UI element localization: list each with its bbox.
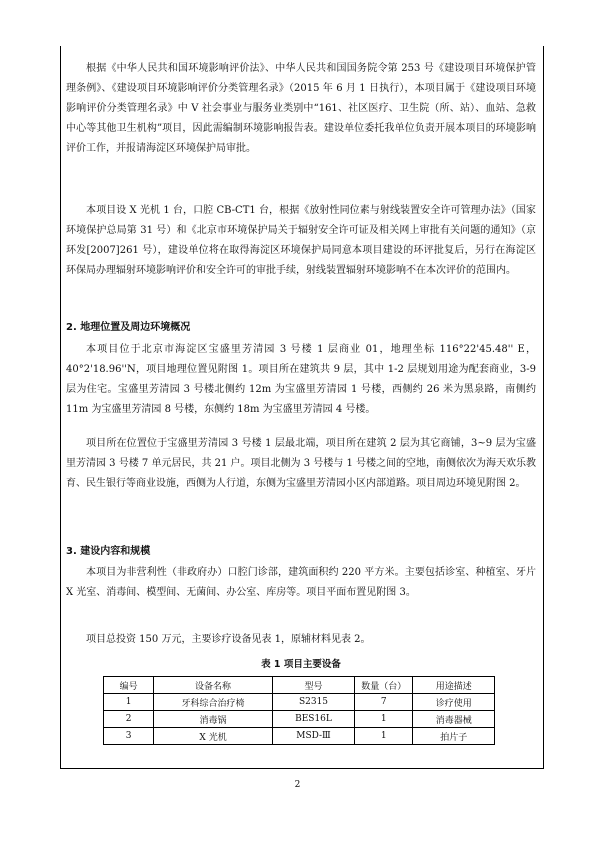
table-cell: X 光机 (154, 728, 273, 745)
paragraph-surroundings: 项目所在位置位于宝盛里芳清园 3 号楼 1 层最北端，项目所在建筑 2 层为其它商铺，3~9 层为宝盛里芳清园 3 号楼 7 单元居民，共 21 户。项目北侧为 3 号楼与 1 号楼之间的空地，南侧依次为海天欢乐教育、民生银行等商业设施，西侧为人行道，东侧为宝盛里芳清园小区内部道路。项目周边环境见附图 2。 (66, 438, 536, 489)
section-heading-construction: 3. 建设内容和规模 (66, 546, 151, 557)
paragraph-xray-equipment: 本项目设 X 光机 1 台，口腔 CB-CT1 台，根据《放射性同位素与射线装置安全许可管理办法》（国家环境保护总局第 31 号）和《北京市环境保护局关于辐射安全许可证及相关网上审批有关问题的通知》（京环发[2007]261 号），建设单位将在取得海淀区环境保护局同意本项目建设的环评批复后，另行在海淀区环保局办理辐射环境影响评价和安全许可的审批手续，射线装置辐射环境影响不在本次评价的范围内。 (66, 205, 536, 276)
column-header: 用途描述 (413, 677, 495, 694)
table-cell: 消毒锅 (154, 711, 273, 728)
column-header: 型号 (272, 677, 354, 694)
table-cell: BES16L (272, 711, 354, 728)
table-cell: 1 (104, 694, 154, 711)
table-cell: 1 (355, 711, 413, 728)
table-cell: 1 (355, 728, 413, 745)
table-cell: 2 (104, 711, 154, 728)
table-cell: 拍片子 (413, 728, 495, 745)
table-cell: MSD-Ⅲ (272, 728, 354, 745)
table-cell: 7 (355, 694, 413, 711)
column-header: 设备名称 (154, 677, 273, 694)
table-cell: S2315 (272, 694, 354, 711)
column-header: 数量（台） (355, 677, 413, 694)
section-heading-location: 2. 地理位置及周边环境概况 (66, 322, 191, 333)
table-row (104, 728, 495, 745)
page-number: 2 (294, 780, 301, 790)
paragraph-legal-basis: 根据《中华人民共和国环境影响评价法》、中华人民共和国国务院令第 253 号《建设项目环境保护管理条例》、《建设项目环境影响评价分类管理名录》（2015 年 6 月 1 日执行），本项目属于《建设项目环境影响评价分类管理名录》中 V 社会事业与服务业类别中“161、社区医疗、卫生院（所、站）、血站、急救中心等其他卫生机构”项目，因此需编制环境影响报告表。建设单位委托我单位负责开展本项目的环境影响评价工作，并报请海淀区环境保护局审批。 (66, 63, 536, 154)
table-cell: 诊疗使用 (413, 694, 495, 711)
table-header-row (104, 677, 495, 694)
paragraph-construction: 本项目为非营利性（非政府办）口腔门诊部，建筑面积约 220 平方米。主要包括诊室、种植室、牙片 X 光室、消毒间、模型间、无菌间、办公室、库房等。项目平面布置见附图 3。 (66, 567, 536, 598)
table-cell: 牙科综合治疗椅 (154, 694, 273, 711)
equipment-table (103, 676, 495, 745)
table-row (104, 694, 495, 711)
table-cell: 3 (104, 728, 154, 745)
table-cell: 消毒器械 (413, 711, 495, 728)
paragraph-investment: 项目总投资 150 万元，主要诊疗设备见表 1，原辅材料见表 2。 (86, 634, 371, 645)
table-caption: 表 1 项目主要设备 (261, 659, 341, 670)
table-row (104, 711, 495, 728)
paragraph-location: 本项目位于北京市海淀区宝盛里芳清园 3 号楼 1 层商业 01，地理坐标 116°22'45.48'' E，40°2'18.96''N，项目地理位置见附图 1。项目所在建筑共 9 层，其中 1-2 层规划用途为配套商业，3-9 层为住宅。宝盛里芳清园 3 号楼北侧约 12m 为宝盛里芳清园 1 号楼，西侧约 26 米为黑泉路，南侧约 11m 为宝盛里芳清园 8 号楼，东侧约 18m 为宝盛里芳清园 4 号楼。 (66, 344, 536, 415)
column-header: 编号 (104, 677, 154, 694)
